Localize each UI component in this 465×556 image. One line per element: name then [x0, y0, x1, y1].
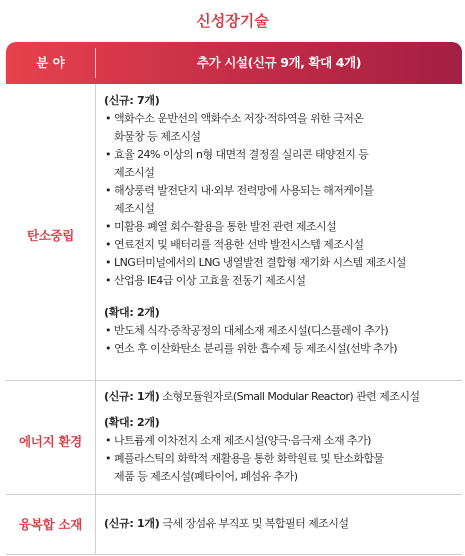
category-convergence-materials: 융복합 소재 — [19, 517, 82, 532]
list-item: • 액화수소 운반선의 액화수소 저장·적하역을 위한 극저온 화물창 등 제조시설 — [104, 110, 458, 146]
category-energy-environment: 에너지 환경 — [19, 434, 82, 449]
list-item: • 산업용 IE4급 이상 고효율 전동기 제조시설 — [104, 272, 458, 290]
table-header — [6, 42, 462, 84]
section-label: (확대: 2개) — [104, 416, 160, 429]
column-divider — [95, 84, 96, 380]
row-separator — [6, 494, 462, 495]
table-bottom-border — [6, 554, 462, 555]
list-item: • 미활용 폐열 회수·활용을 통한 발전 관련 제조시설 — [104, 218, 458, 236]
page-title: 신성장기술 — [196, 12, 269, 30]
section-label: (신규: 1개) — [104, 390, 160, 403]
row-convergence-materials-content — [104, 515, 458, 533]
list-item: • 연소 후 이산화탄소 분리를 위한 흡수제 등 제조시설(선박 추가) — [104, 340, 458, 358]
list-item: • 나트륨계 이차전지 소재 제조시설(양극·음극재 소재 추가) — [104, 432, 458, 450]
list-item: • 폐플라스틱의 화학적 재활용을 통한 화학원료 및 탄소화합물 제품 등 제조시설(폐타이어, 폐섬유 추가) — [104, 450, 458, 486]
list-item: • 연료전지 및 배터리를 적용한 선박 발전시스템 제조시설 — [104, 236, 458, 254]
list-item: • 반도체 식각·증착공정의 대체소재 제조시설(디스플레이 추가) — [104, 322, 458, 340]
category-carbon-neutral: 탄소중립 — [26, 228, 75, 243]
row-energy-environment-content — [104, 388, 458, 486]
header-facilities: 추가 시설(신규 9개, 확대 4개) — [196, 55, 362, 70]
list-item: • 해상풍력 발전단지 내·외부 전력망에 사용되는 해저케이블 제조시설 — [104, 182, 458, 218]
list-item: • LNG터미널에서의 LNG 냉열발전 결합형 재기화 시스템 제조시설 — [104, 254, 458, 272]
column-divider — [95, 381, 96, 494]
section-label: (신규: 7개) — [104, 94, 160, 107]
section-label: (신규: 1개) — [104, 517, 160, 530]
column-divider — [95, 495, 96, 555]
row-carbon-neutral-content — [104, 92, 458, 358]
inline-entry: (신규: 1개) 소형모듈원자로(Small Modular Reactor) 관련 제조시설 — [104, 390, 420, 403]
section-label: (확대: 2개) — [104, 306, 160, 319]
inline-entry: (신규: 1개) 극세 장섬유 부직포 및 복합필터 제조시설 — [104, 517, 349, 530]
row-separator — [6, 380, 462, 381]
header-category: 분 야 — [36, 55, 65, 70]
list-item: • 효율 24% 이상의 n형 대면적 결정질 실리콘 태양전지 등 제조시설 — [104, 146, 458, 182]
